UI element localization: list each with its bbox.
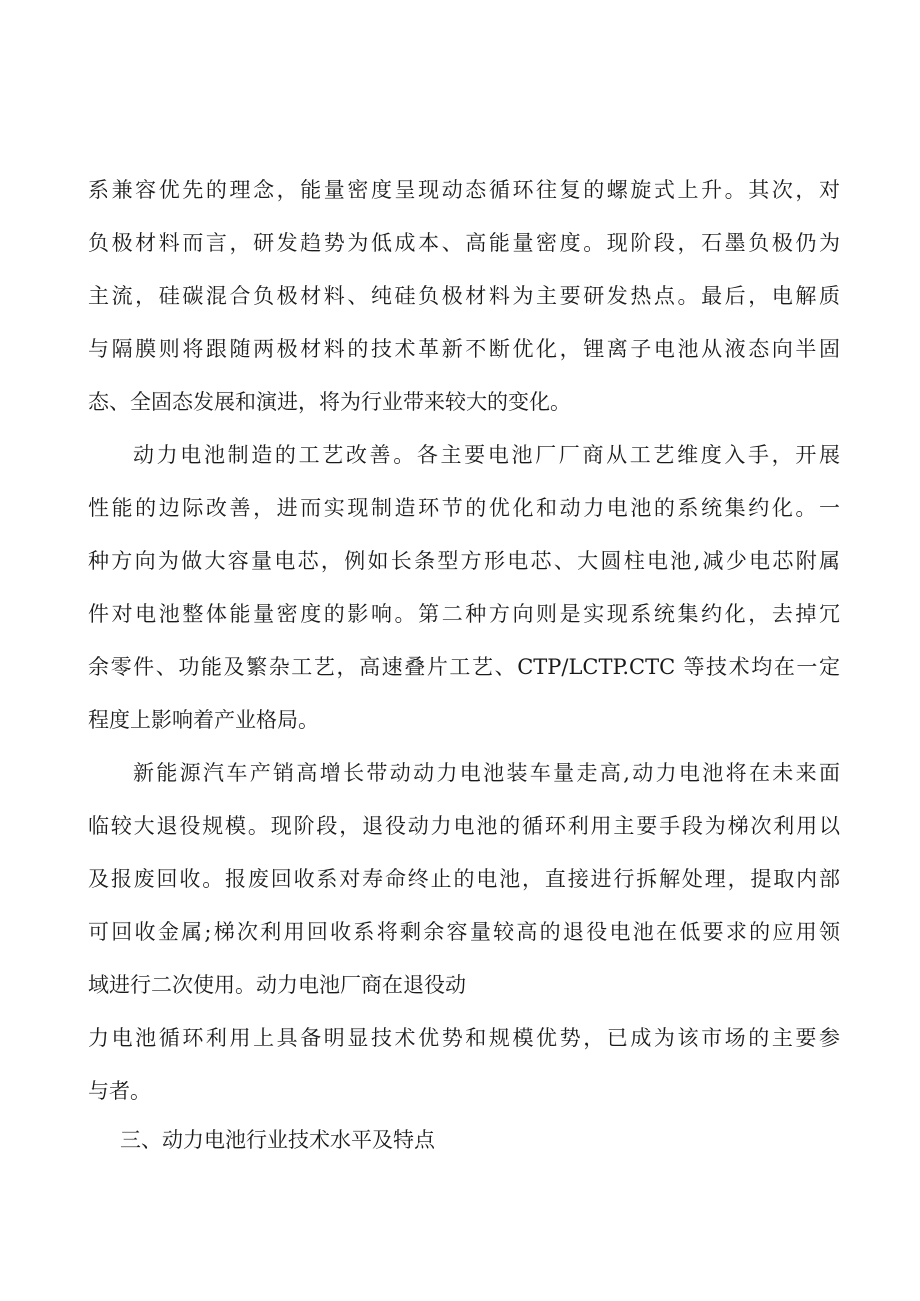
paragraph-3-line-5: 域进行二次使用。动力电池厂商在退役动	[88, 973, 466, 997]
paragraph-1-line-2: 负极材料而言，研发趋势为低成本、高能量密度。现阶段，石墨负极仍为	[88, 231, 840, 255]
paragraph-2-line-3: 种方向为做大容量电芯，例如长条型方形电芯、大圆柱电池,减少电芯附属	[88, 549, 840, 573]
paragraph-1-line-5: 态、全固态发展和演进，将为行业带来较大的变化。	[88, 390, 571, 414]
paragraph-3-line-2: 临较大退役规模。现阶段，退役动力电池的循环利用主要手段为梯次利用以	[88, 814, 840, 838]
paragraph-1-line-3: 主流，硅碳混合负极材料、纯硅负极材料为主要研发热点。最后，电解质	[88, 284, 840, 308]
paragraph-1-line-4: 与隔膜则将跟随两极材料的技术革新不断优化，锂离子电池从液态向半固	[88, 337, 840, 361]
paragraph-3-line-7: 与者。	[88, 1079, 151, 1103]
paragraph-2-line-6: 程度上影响着产业格局。	[88, 708, 319, 732]
paragraph-2-line-5: 余零件、功能及繁杂工艺，高速叠片工艺、CTP/LCTP.CTC 等技术均在一定	[88, 655, 840, 679]
paragraph-3-line-3: 及报废回收。报废回收系对寿命终止的电池，直接进行拆解处理，提取内部	[88, 867, 840, 891]
paragraph-3-line-6: 力电池循环利用上具备明显技术优势和规模优势，已成为该市场的主要参	[88, 1026, 840, 1050]
section-heading: 三、动力电池行业技术水平及特点	[120, 1128, 435, 1152]
paragraph-1-line-1: 系兼容优先的理念，能量密度呈现动态循环往复的螺旋式上升。其次，对	[88, 178, 840, 202]
paragraph-2-line-4: 件对电池整体能量密度的影响。第二种方向则是实现系统集约化，去掉冗	[88, 602, 840, 626]
paragraph-3-line-4: 可回收金属;梯次利用回收系将剩余容量较高的退役电池在低要求的应用领	[88, 920, 840, 944]
paragraph-2-line-1: 动力电池制造的工艺改善。各主要电池厂厂商从工艺维度入手，开展	[133, 443, 840, 467]
paragraph-2-line-2: 性能的边际改善，进而实现制造环节的优化和动力电池的系统集约化。一	[88, 496, 840, 520]
paragraph-3-line-1: 新能源汽车产销高增长带动动力电池装车量走高,动力电池将在未来面	[133, 761, 840, 785]
